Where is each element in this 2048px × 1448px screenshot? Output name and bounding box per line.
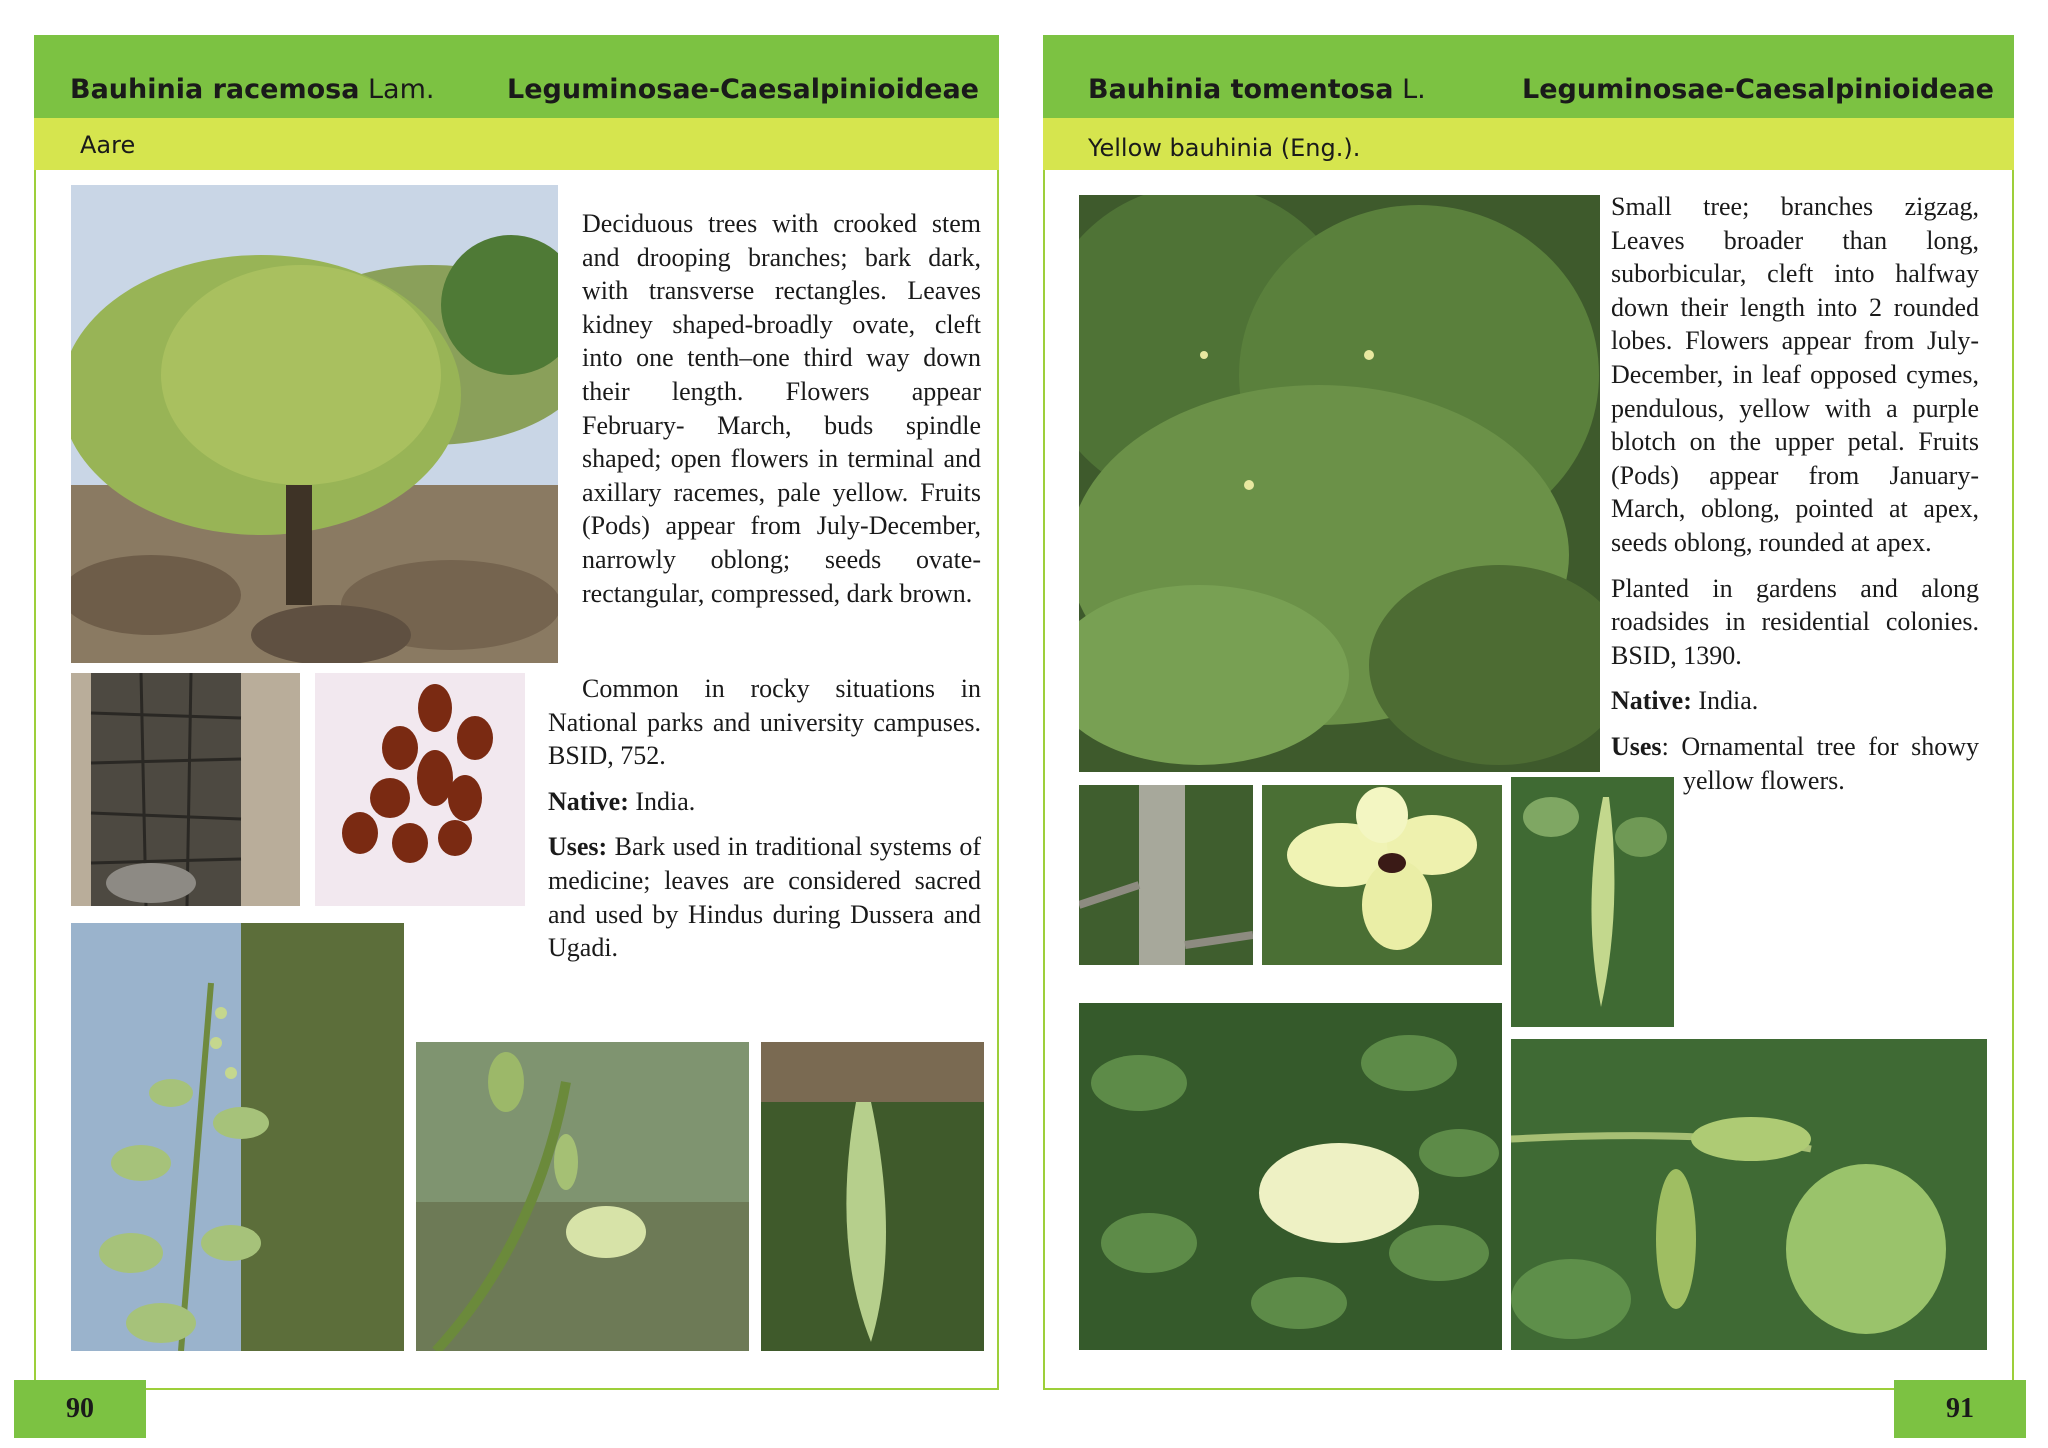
bark-photo: [71, 673, 300, 906]
buds-leaf-photo: [1511, 1039, 1987, 1350]
right-page: [1043, 35, 2014, 1390]
seeds-photo: [315, 673, 525, 906]
uses-line: Uses: Ornamental tree for showy yellow flowers.: [1611, 731, 1979, 795]
local-name: Aare: [80, 131, 136, 159]
species-name: Bauhinia racemosa Lam.: [70, 74, 435, 105]
hanging-pod-photo: [1511, 777, 1674, 1027]
shrub-photo: [1079, 195, 1600, 772]
habitat-text: Planted in gardens and along roadsides in residential colonies. BSID, 1390.: [1611, 573, 1979, 670]
pod-photo: [761, 1042, 984, 1351]
yellow-flower-photo: [1262, 785, 1502, 965]
description-text: Small tree; branches zigzag, Leaves broader than long, suborbicular, cleft into halfway down their length into 2 rounded lobes. Flowers appear from July-December, in leaf opposed cymes, pendulous, yellow with a purple blotch on the upper petal. Fruits (Pods) appear from January-March, oblong, pointed at apex, seeds oblong, rounded at apex.: [1611, 192, 1979, 557]
leaves-flower-photo: [1079, 1003, 1502, 1350]
page-number: 90: [14, 1380, 146, 1438]
common-name: Yellow bauhinia (Eng.).: [1088, 134, 1361, 162]
native-line: Native: India.: [548, 786, 696, 816]
local-name-bar: [34, 118, 999, 170]
left-page: [34, 35, 999, 1390]
common-name-bar: [1043, 118, 2014, 170]
family-name: Leguminosae-Caesalpinioideae: [507, 74, 979, 105]
habitat-text: Common in rocky situations in National parks and university campuses. BSID, 752.: [548, 674, 981, 771]
description-text: Deciduous trees with crooked stem and drooping branches; bark dark, with transverse rectangles. Leaves kidney shaped-broadly ovate, cleft into one tenth–one third way down their length. Flowers appear February- March, buds spindle shaped; open flowers in terminal and axillary racemes, pale yellow. Fruits (Pods) appear from July-December, narrowly oblong; seeds ovate-rectangular, compressed, dark brown.: [582, 209, 981, 608]
native-line: Native: India.: [1611, 686, 1759, 716]
page-number: 91: [1894, 1380, 2026, 1438]
description-block: [1611, 190, 1979, 809]
species-header: [34, 35, 999, 118]
uses-line: Uses: Bark used in traditional systems of medicine; leaves are considered sacred and used by Hindus during Dussera and Ugadi.: [548, 832, 982, 963]
species-header: [1043, 35, 2014, 118]
flower-closeup-photo: [416, 1042, 749, 1351]
family-name: Leguminosae-Caesalpinioideae: [1522, 74, 1994, 105]
species-name: Bauhinia tomentosa L.: [1088, 74, 1426, 105]
stem-photo: [1079, 785, 1253, 965]
description-block: [582, 207, 981, 622]
details-block: [548, 672, 981, 977]
flowering-branch-photo: [71, 923, 404, 1351]
tree-photo: [71, 185, 558, 663]
